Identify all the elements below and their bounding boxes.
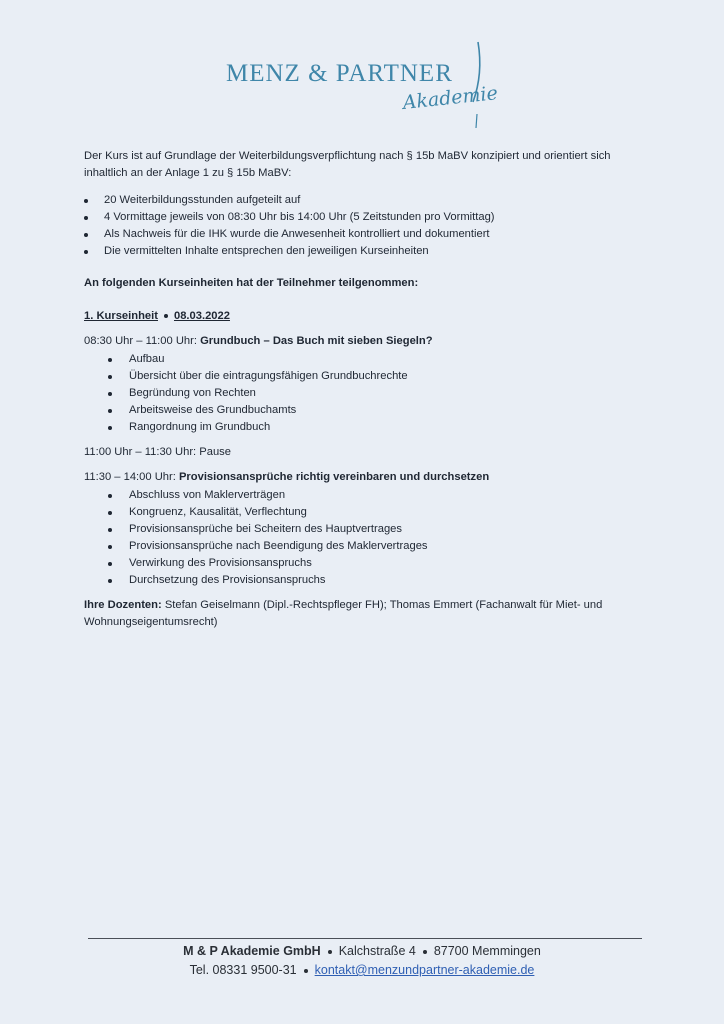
bullet-icon: [108, 511, 112, 515]
bullet-icon: [108, 426, 112, 430]
list-item: Als Nachweis für die IHK wurde die Anwesenheit kontrolliert und dokumentiert: [84, 226, 644, 243]
list-item: Kongruenz, Kausalität, Verflechtung: [84, 504, 644, 521]
list-item: Verwirkung des Provisionsanspruchs: [84, 555, 644, 572]
intro-paragraph: Der Kurs ist auf Grundlage der Weiterbildungsverpflichtung nach § 15b MaBV konzipiert und orientiert sich inhaltlich an der Anlage 1 zu § 15b MaBV:: [84, 150, 611, 179]
bullet-icon: [108, 528, 112, 532]
footer-contact-line: [0, 961, 724, 980]
footer-company: M & P Akademie GmbH: [183, 944, 321, 958]
bullet-icon: [108, 494, 112, 498]
bullet-icon: [108, 358, 112, 362]
list-item: Abschluss von Maklerverträgen: [84, 487, 644, 504]
footer-phone: Tel. 08331 9500-31: [189, 963, 297, 977]
list-item: 4 Vormittage jeweils von 08:30 Uhr bis 14:00 Uhr (5 Zeitstunden pro Vormittag): [84, 209, 644, 226]
course-facts-list: [84, 192, 644, 260]
bullet-icon: [84, 250, 88, 254]
bullet-icon: [108, 392, 112, 396]
footer-divider: [88, 938, 642, 939]
document-body: [84, 148, 644, 631]
bullet-icon: [108, 375, 112, 379]
logo-swoosh-icon: [464, 40, 486, 132]
list-item: Aufbau: [84, 351, 644, 368]
bullet-icon: [328, 950, 332, 954]
list-item: 20 Weiterbildungsstunden aufgeteilt auf: [84, 192, 644, 209]
unit-title: 1. Kurseinheit 08.03.2022: [84, 310, 230, 322]
bullet-icon: [304, 969, 308, 973]
bullet-icon: [108, 409, 112, 413]
section-heading: An folgenden Kurseinheiten hat der Teilnehmer teilgenommen:: [84, 277, 419, 289]
bullet-icon: [84, 233, 88, 237]
list-item: Die vermittelten Inhalte entsprechen den jeweiligen Kurseinheiten: [84, 243, 644, 260]
logo-subtitle: Akademie: [401, 82, 499, 114]
bullet-icon: [164, 314, 168, 318]
list-item: Rangordnung im Grundbuch: [84, 419, 644, 436]
bullet-icon: [108, 545, 112, 549]
footer-city: 87700 Memmingen: [433, 944, 541, 958]
list-item: Provisionsansprüche bei Scheitern des Hauptvertrages: [84, 521, 644, 538]
footer-email-link[interactable]: kontakt@menzundpartner-akademie.de: [314, 963, 535, 977]
list-item: Provisionsansprüche nach Beendigung des Maklervertrages: [84, 538, 644, 555]
bullet-icon: [84, 216, 88, 220]
footer-street: Kalchstraße 4: [338, 944, 416, 958]
bullet-icon: [423, 950, 427, 954]
footer: [0, 942, 724, 980]
footer-address-line: [0, 942, 724, 961]
session-slot-2: 11:30 – 14:00 Uhr: Provisionsansprüche richtig vereinbaren und durchsetzen: [84, 471, 490, 483]
list-item: Arbeitsweise des Grundbuchamts: [84, 402, 644, 419]
session-1-topics: [84, 351, 644, 436]
bullet-icon: [108, 562, 112, 566]
lecturers-line: Ihre Dozenten: Stefan Geiselmann (Dipl.-Rechtspfleger FH); Thomas Emmert (Fachanwalt für Miet- und Wohnungseigentumsrecht): [84, 599, 603, 628]
company-logo: [226, 40, 516, 130]
logo-wordmark: MENZ & PARTNER: [226, 60, 453, 87]
bullet-icon: [84, 199, 88, 203]
list-item: Übersicht über die eintragungsfähigen Grundbuchrechte: [84, 368, 644, 385]
list-item: Durchsetzung des Provisionsanspruchs: [84, 572, 644, 589]
bullet-icon: [108, 579, 112, 583]
session-slot-1: 08:30 Uhr – 11:00 Uhr: Grundbuch – Das Buch mit sieben Siegeln?: [84, 335, 433, 347]
pause-line: 11:00 Uhr – 11:30 Uhr: Pause: [84, 446, 231, 458]
list-item: Begründung von Rechten: [84, 385, 644, 402]
session-2-topics: [84, 487, 644, 589]
